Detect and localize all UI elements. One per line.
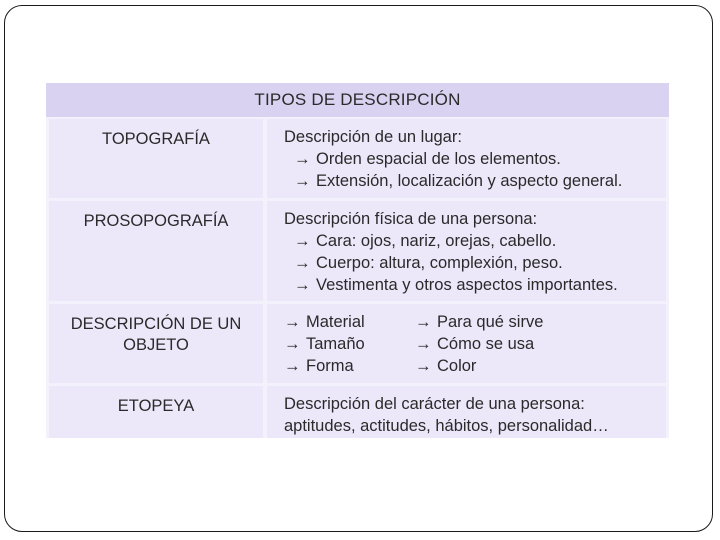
- arrow-icon: →: [294, 254, 311, 272]
- list-item: → Cara: ojos, nariz, orejas, cabello.: [294, 232, 557, 250]
- type-cell: [49, 119, 263, 198]
- object-attributes: [284, 311, 666, 377]
- definition-cell: [267, 201, 666, 301]
- list-item: → Cuerpo: altura, complexión, peso.: [294, 254, 563, 272]
- description-types-table: [46, 83, 669, 438]
- arrow-icon: →: [415, 313, 432, 331]
- list-item: → Color: [415, 357, 477, 375]
- type-label: ETOPEYA: [117, 397, 195, 415]
- table-row: [46, 201, 669, 301]
- list-item: → Orden espacial de los elementos.: [294, 150, 561, 168]
- arrow-icon: →: [284, 313, 301, 331]
- definition-text: Descripción del carácter de una persona:: [284, 395, 585, 413]
- list-item: → Extensión, localización y aspecto general.: [294, 172, 623, 190]
- type-label: DESCRIPCIÓN DE UN: [70, 315, 242, 333]
- definition-cell: [267, 119, 666, 198]
- type-cell: [49, 304, 263, 383]
- definition-intro: Descripción de un lugar:: [284, 128, 462, 146]
- list-item: → Vestimenta y otros aspectos importantes.: [294, 276, 618, 294]
- list-item: → Tamaño: [284, 335, 365, 353]
- attribute-column: [284, 311, 415, 377]
- type-label: OBJETO: [123, 336, 189, 354]
- arrow-icon: →: [294, 232, 311, 250]
- definition-cell: [267, 304, 666, 383]
- arrow-icon: →: [415, 335, 432, 353]
- attribute-column: [415, 311, 546, 377]
- arrow-icon: →: [294, 276, 311, 294]
- table-row: [46, 386, 669, 438]
- list-item: → Cómo se usa: [415, 335, 535, 353]
- type-label: TOPOGRAFÍA: [102, 130, 210, 148]
- definition-cell: [267, 386, 666, 438]
- arrow-icon: →: [415, 357, 432, 375]
- arrow-icon: →: [294, 172, 311, 190]
- definition-intro: Descripción física de una persona:: [284, 210, 538, 228]
- type-label: PROSOPOGRAFÍA: [83, 212, 229, 230]
- type-cell: [49, 201, 263, 301]
- type-cell: [49, 386, 263, 438]
- table-row: [46, 119, 669, 198]
- arrow-icon: →: [284, 335, 301, 353]
- arrow-icon: →: [294, 150, 311, 168]
- list-item: → Material: [284, 313, 365, 331]
- definition-text: aptitudes, actitudes, hábitos, personalidad…: [284, 417, 609, 435]
- arrow-icon: →: [284, 357, 301, 375]
- list-item: → Para qué sirve: [415, 313, 544, 331]
- table-row: [46, 304, 669, 383]
- table-title: TIPOS DE DESCRIPCIÓN: [46, 83, 669, 117]
- list-item: → Forma: [284, 357, 354, 375]
